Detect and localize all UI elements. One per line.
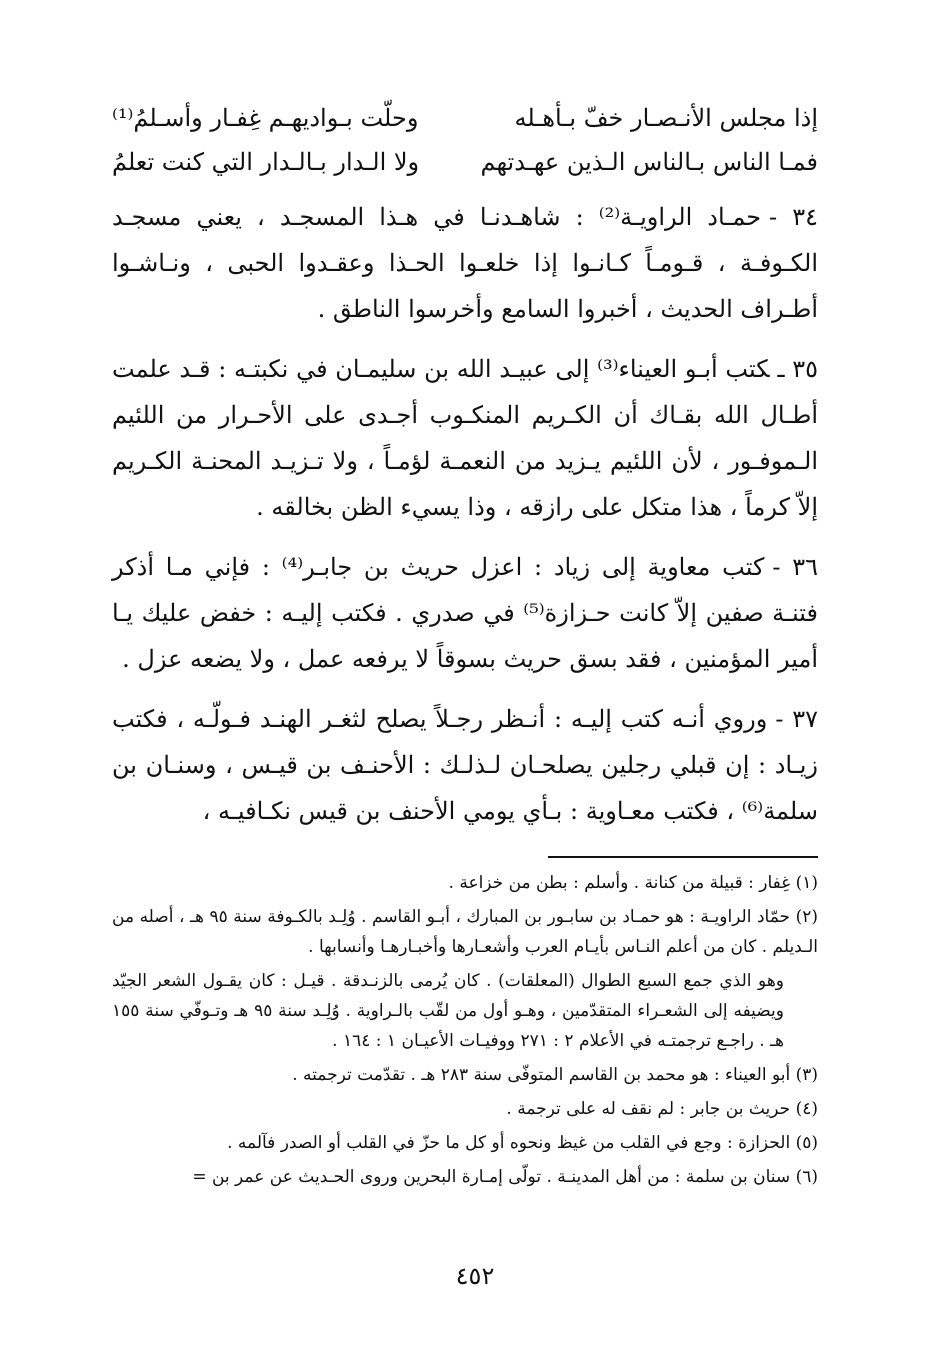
footnote-4: (٤) حريث بن جابر : لم نقف له على ترجمة .	[506, 1099, 818, 1119]
verse-1-first-hemistich: إذا مجلس الأنـصـار خفّ بـأهـله	[514, 104, 818, 132]
paragraph-text: حمـاد الراويـة⁽²⁾ : شاهـدنـا في هـذا المسجـد ، يعني مسجـد الكـوفـة ، قـومـاً كـانـوا إذا خلعـوا الحـذا وعقـدوا الحبى ، ونـاشـوا أطـراف الحديث ، أخبروا السامع وأخرسوا الناطق .	[112, 203, 818, 323]
verse-2-first-hemistich: فمـا الناس بـالناس الـذين عهـدتهم	[480, 148, 818, 176]
paragraph-text: وروي أنـه كتب إليـه : أنـظر رجـلاً يصلح لثغـر الهنـد فـولّـه ، فكتب زيـاد : إن قبلي رجلين يصلحـان لـذلـك : الأحنـف بن قيـس ، وسنـان بن سلمة⁽⁶⁾ ، فكتب معـاوية : بـأي يومي الأحنف بن قيس نكـافيـه ،	[112, 705, 818, 825]
verse-2-second-hemistich: ولا الـدار بـالـدار التي كنت تعلمُ	[112, 148, 420, 176]
footnote-5: (٥) الحزازة : وجع في القلب من غيظ ونحوه أو كل ما حزّ في القلب أو الصدر فآلمه .	[227, 1133, 818, 1153]
poem-verses	[112, 96, 818, 184]
paragraph-text: كتب معاوية إلى زياد : اعزل حريث بن جابـر⁽⁴⁾ : فإني مـا أذكر فتنـة صفين إلاّ كانت حـزازة⁽⁵⁾ في صدري . فكتب إليـه : خفض عليك يـا أمير المؤمنين ، فقد بسق حريث بسوقاً لا يرفعه عمل ، ولا يضعه عزل .	[112, 553, 819, 673]
paragraph-35	[112, 346, 818, 530]
paragraph-34	[112, 194, 818, 332]
footnote-6: (٦) سنان بن سلمة : من أهل المدينـة . تولّى إمـارة البحرين وروى الحـديث عن عمر بن =	[192, 1167, 818, 1187]
page-number: ٤٥٢	[455, 1262, 495, 1290]
verse-line-2	[112, 140, 818, 184]
footnote-2-continued: وهو الذي جمع السبع الطوال (المعلقات) . كان يُرمى بالزنـدقة . قيـل : كان يقـول الشعر الجيّد ويضيفه إلى الشعـراء المتقدّمين ، وهـو أول من لقّب بالـراوية . وُلِـد سنة ٩٥ هـ وتـوفّي سنة ١٥٥ هـ . راجـع ترجمتـه في الأعلام ٢ : ٢٧١ ووفيـات الأعيـان ١ : ١٦٤ .	[112, 971, 784, 1051]
paragraph-text: كتب أبـو العيناء⁽³⁾ إلى عبيـد الله بن سليمـان في نكبتـه : قـد علمت أطـال الله بقـاك أن الكـريم المنكـوب أجـدى على الأحـرار من اللئيم الـموفـور ، لأن اللئيم يـزيد من النعمـة لؤمـاً ، ولا تـزيـد المحنـة الكـريم إلاّ كرماً ، هذا متكل على رازقه ، وذا يسيء الظن بخالقه .	[112, 355, 818, 521]
paragraph-number: ٣٧ -	[775, 705, 818, 733]
verse-1-second-hemistich: وحلّت بـواديهـم غِفـار وأسـلمُ⁽¹⁾	[112, 104, 419, 132]
paragraph-number: ٣٤ -	[769, 203, 818, 231]
paragraph-number: ٣٦ -	[772, 553, 818, 581]
paragraph-number: ٣٥ ـ	[777, 355, 818, 383]
footnote-separator	[548, 856, 818, 858]
footnotes	[112, 868, 818, 1192]
footnote-3: (٣) أبو العيناء : هو محمد بن القاسم المتوفّى سنة ٢٨٣ هـ . تقدّمت ترجمته .	[292, 1065, 818, 1085]
verse-line-1	[112, 96, 818, 140]
page-body	[112, 96, 818, 1196]
footnote-2: (٢) حمّاد الراويـة : هو حمـاد بن سابـور بن المبارك ، أبـو القاسم . وُلِـد بالكـوفة سنة ٩٥ هـ ، أصله من الـديلم . كان من أعلم النـاس بأيـام العرب وأشعـارها وأخبـارهـا وأنسابها .	[112, 907, 819, 957]
paragraph-36	[112, 544, 818, 682]
footnote-1: (١) غِفار : قبيلة من كنانة . وأسلم : بطن من خزاعة .	[448, 873, 818, 893]
paragraph-37	[112, 696, 818, 834]
